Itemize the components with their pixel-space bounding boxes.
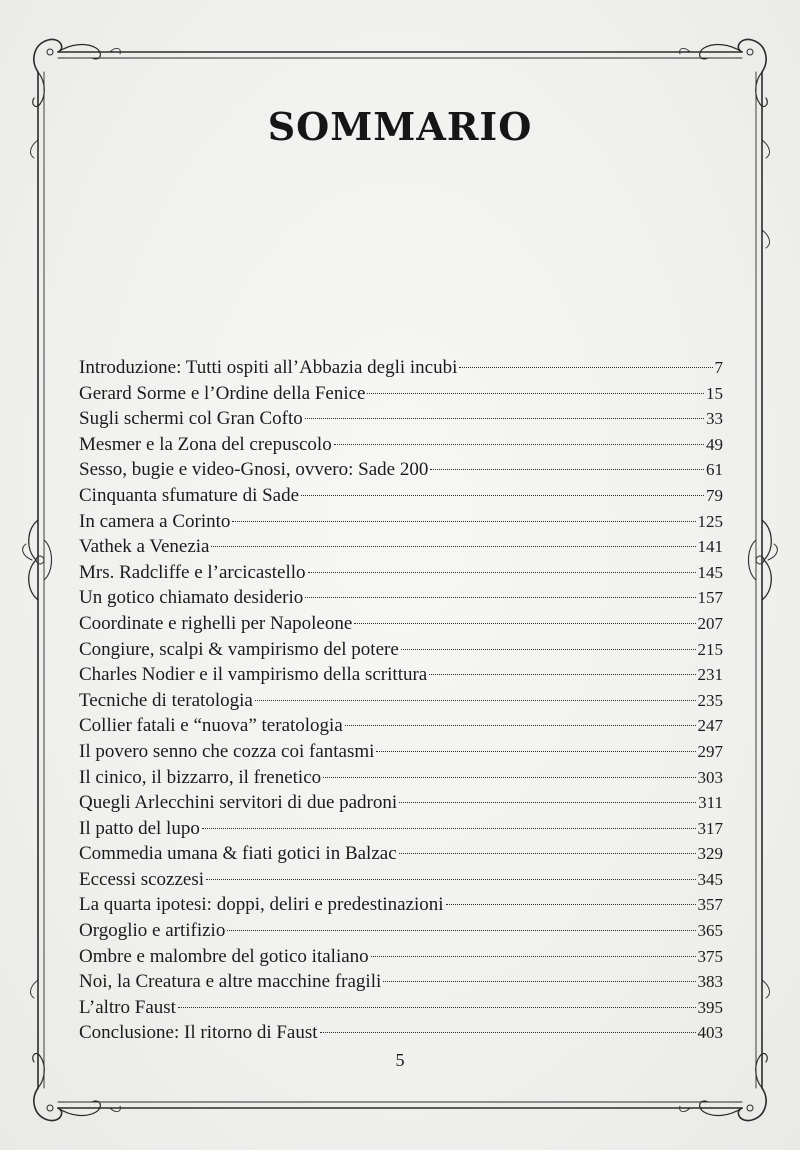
toc-entry[interactable] bbox=[79, 944, 723, 970]
toc-entry[interactable] bbox=[79, 892, 723, 918]
toc-entry-page: 231 bbox=[697, 665, 723, 685]
toc-entry[interactable] bbox=[79, 1020, 723, 1046]
dot-leader bbox=[383, 981, 695, 982]
toc-entry[interactable] bbox=[79, 381, 723, 407]
toc-entry-page: 215 bbox=[697, 639, 723, 659]
dot-leader bbox=[227, 930, 695, 931]
toc-entry-page: 145 bbox=[697, 562, 723, 582]
dot-leader bbox=[429, 674, 695, 675]
toc-entry-title: Un gotico chiamato desiderio bbox=[79, 587, 304, 609]
toc-entry-title: La quarta ipotesi: doppi, deliri e predestinazioni bbox=[79, 894, 444, 916]
toc-entry-title: Il patto del lupo bbox=[79, 817, 200, 839]
toc-entry-title: Eccessi scozzesi bbox=[79, 868, 205, 890]
toc-entry[interactable] bbox=[79, 483, 723, 509]
toc-entry[interactable] bbox=[79, 534, 723, 560]
toc-entry-page: 317 bbox=[697, 818, 723, 838]
toc-entry[interactable] bbox=[79, 688, 723, 714]
toc-entry-title: Orgoglio e artifizio bbox=[79, 920, 226, 942]
toc-entry-page: 365 bbox=[697, 921, 723, 941]
toc-entry-title: Ombre e malombre del gotico italiano bbox=[79, 945, 369, 967]
toc-entry-page: 375 bbox=[697, 946, 723, 966]
toc-entry-page: 125 bbox=[697, 511, 723, 531]
toc-entry-page: 49 bbox=[706, 434, 723, 454]
toc-entry-page: 157 bbox=[697, 588, 723, 608]
toc-entry[interactable] bbox=[79, 585, 723, 611]
toc-entry-title: Vathek a Venezia bbox=[79, 536, 210, 558]
dot-leader bbox=[401, 649, 696, 650]
toc-entry-page: 297 bbox=[697, 741, 723, 761]
toc-entry-title: In camera a Corinto bbox=[79, 510, 231, 532]
toc-entry[interactable] bbox=[79, 969, 723, 995]
dot-leader bbox=[345, 725, 696, 726]
toc-entry[interactable] bbox=[79, 662, 723, 688]
toc-entry-title: Commedia umana & fiati gotici in Balzac bbox=[79, 843, 397, 865]
toc-entry-page: 395 bbox=[697, 997, 723, 1017]
dot-leader bbox=[305, 597, 695, 598]
toc-entry-page: 303 bbox=[697, 767, 723, 787]
toc-entry[interactable] bbox=[79, 432, 723, 458]
dot-leader bbox=[178, 1007, 696, 1008]
toc-entry-title: Mesmer e la Zona del crepuscolo bbox=[79, 433, 332, 455]
toc-entry-title: Introduzione: Tutti ospiti all’Abbazia degli incubi bbox=[79, 357, 458, 378]
toc-entry[interactable] bbox=[79, 867, 723, 893]
toc-entry-page: 247 bbox=[697, 716, 723, 736]
dot-leader bbox=[367, 393, 704, 394]
toc-entry-page: 403 bbox=[697, 1023, 723, 1043]
dot-leader bbox=[232, 521, 695, 522]
toc-entry[interactable] bbox=[79, 457, 723, 483]
toc-entry[interactable] bbox=[79, 765, 723, 791]
toc-entry-title: Conclusione: Il ritorno di Faust bbox=[79, 1022, 318, 1044]
toc-entry[interactable] bbox=[79, 790, 723, 816]
dot-leader bbox=[308, 572, 696, 573]
toc-entry-page: 61 bbox=[706, 460, 723, 480]
toc-entry-title: Tecniche di teratologia bbox=[79, 689, 253, 711]
toc-entry-title: Charles Nodier e il vampirismo della scrittura bbox=[79, 664, 428, 686]
dot-leader bbox=[206, 879, 695, 880]
toc-entry[interactable] bbox=[79, 637, 723, 663]
toc-entry-title: Mrs. Radcliffe e l’arcicastello bbox=[79, 561, 306, 583]
toc-entry[interactable] bbox=[79, 841, 723, 867]
dot-leader bbox=[376, 751, 695, 752]
toc-entry-page: 235 bbox=[697, 690, 723, 710]
toc-entry-page: 329 bbox=[697, 844, 723, 864]
toc-entry[interactable] bbox=[79, 406, 723, 432]
toc-entry-title: L’altro Faust bbox=[79, 996, 176, 1018]
table-of-contents bbox=[79, 355, 723, 1046]
page-number: 5 bbox=[395, 1050, 405, 1070]
dot-leader bbox=[446, 904, 696, 905]
dot-leader bbox=[305, 418, 704, 419]
dot-leader bbox=[255, 700, 696, 701]
toc-entry-title: Cinquanta sfumature di Sade bbox=[79, 484, 300, 506]
dot-leader bbox=[430, 469, 704, 470]
dot-leader bbox=[334, 444, 704, 445]
toc-entry[interactable] bbox=[79, 611, 723, 637]
toc-entry-page: 383 bbox=[697, 972, 723, 992]
dot-leader bbox=[371, 956, 696, 957]
toc-entry-title: Sugli schermi col Gran Cofto bbox=[79, 408, 303, 430]
dot-leader bbox=[202, 828, 696, 829]
toc-entry-title: Congiure, scalpi & vampirismo del potere bbox=[79, 638, 399, 660]
toc-entry[interactable] bbox=[79, 560, 723, 586]
toc-entry-title: Collier fatali e “nuova” teratologia bbox=[79, 715, 343, 737]
toc-entry[interactable] bbox=[79, 739, 723, 765]
toc-entry-title: Il cinico, il bizzarro, il frenetico bbox=[79, 766, 322, 788]
dot-leader bbox=[459, 367, 712, 368]
toc-entry-page: 207 bbox=[697, 613, 723, 633]
dot-leader bbox=[399, 802, 696, 803]
toc-entry[interactable] bbox=[79, 713, 723, 739]
toc-entry-page: 79 bbox=[706, 485, 723, 505]
toc-entry-page: 15 bbox=[706, 383, 723, 403]
toc-entry-page: 7 bbox=[714, 358, 723, 377]
toc-entry[interactable] bbox=[79, 509, 723, 535]
toc-entry-page: 345 bbox=[697, 869, 723, 889]
dot-leader bbox=[354, 623, 695, 624]
dot-leader bbox=[399, 853, 696, 854]
toc-entry-page: 311 bbox=[698, 793, 723, 813]
toc-entry-title: Coordinate e righelli per Napoleone bbox=[79, 612, 353, 634]
dot-leader bbox=[323, 777, 695, 778]
toc-entry-page: 357 bbox=[697, 895, 723, 915]
toc-entry-title: Sesso, bugie e video-Gnosi, ovvero: Sade 200 bbox=[79, 459, 429, 481]
toc-entry[interactable] bbox=[79, 816, 723, 842]
toc-entry-page: 141 bbox=[697, 537, 723, 557]
dot-leader bbox=[320, 1032, 696, 1033]
page-title: SOMMARIO bbox=[267, 104, 533, 149]
toc-entry-page: 33 bbox=[706, 409, 723, 429]
dot-leader bbox=[301, 495, 704, 496]
toc-entry-title: Noi, la Creatura e altre macchine fragili bbox=[79, 971, 382, 993]
toc-entry-title: Il povero senno che cozza coi fantasmi bbox=[79, 740, 375, 762]
toc-entry-title: Gerard Sorme e l’Ordine della Fenice bbox=[79, 382, 366, 404]
toc-entry[interactable] bbox=[79, 995, 723, 1021]
toc-entry-title: Quegli Arlecchini servitori di due padroni bbox=[79, 792, 398, 814]
toc-entry[interactable] bbox=[79, 355, 723, 381]
toc-entry[interactable] bbox=[79, 918, 723, 944]
dot-leader bbox=[211, 546, 695, 547]
